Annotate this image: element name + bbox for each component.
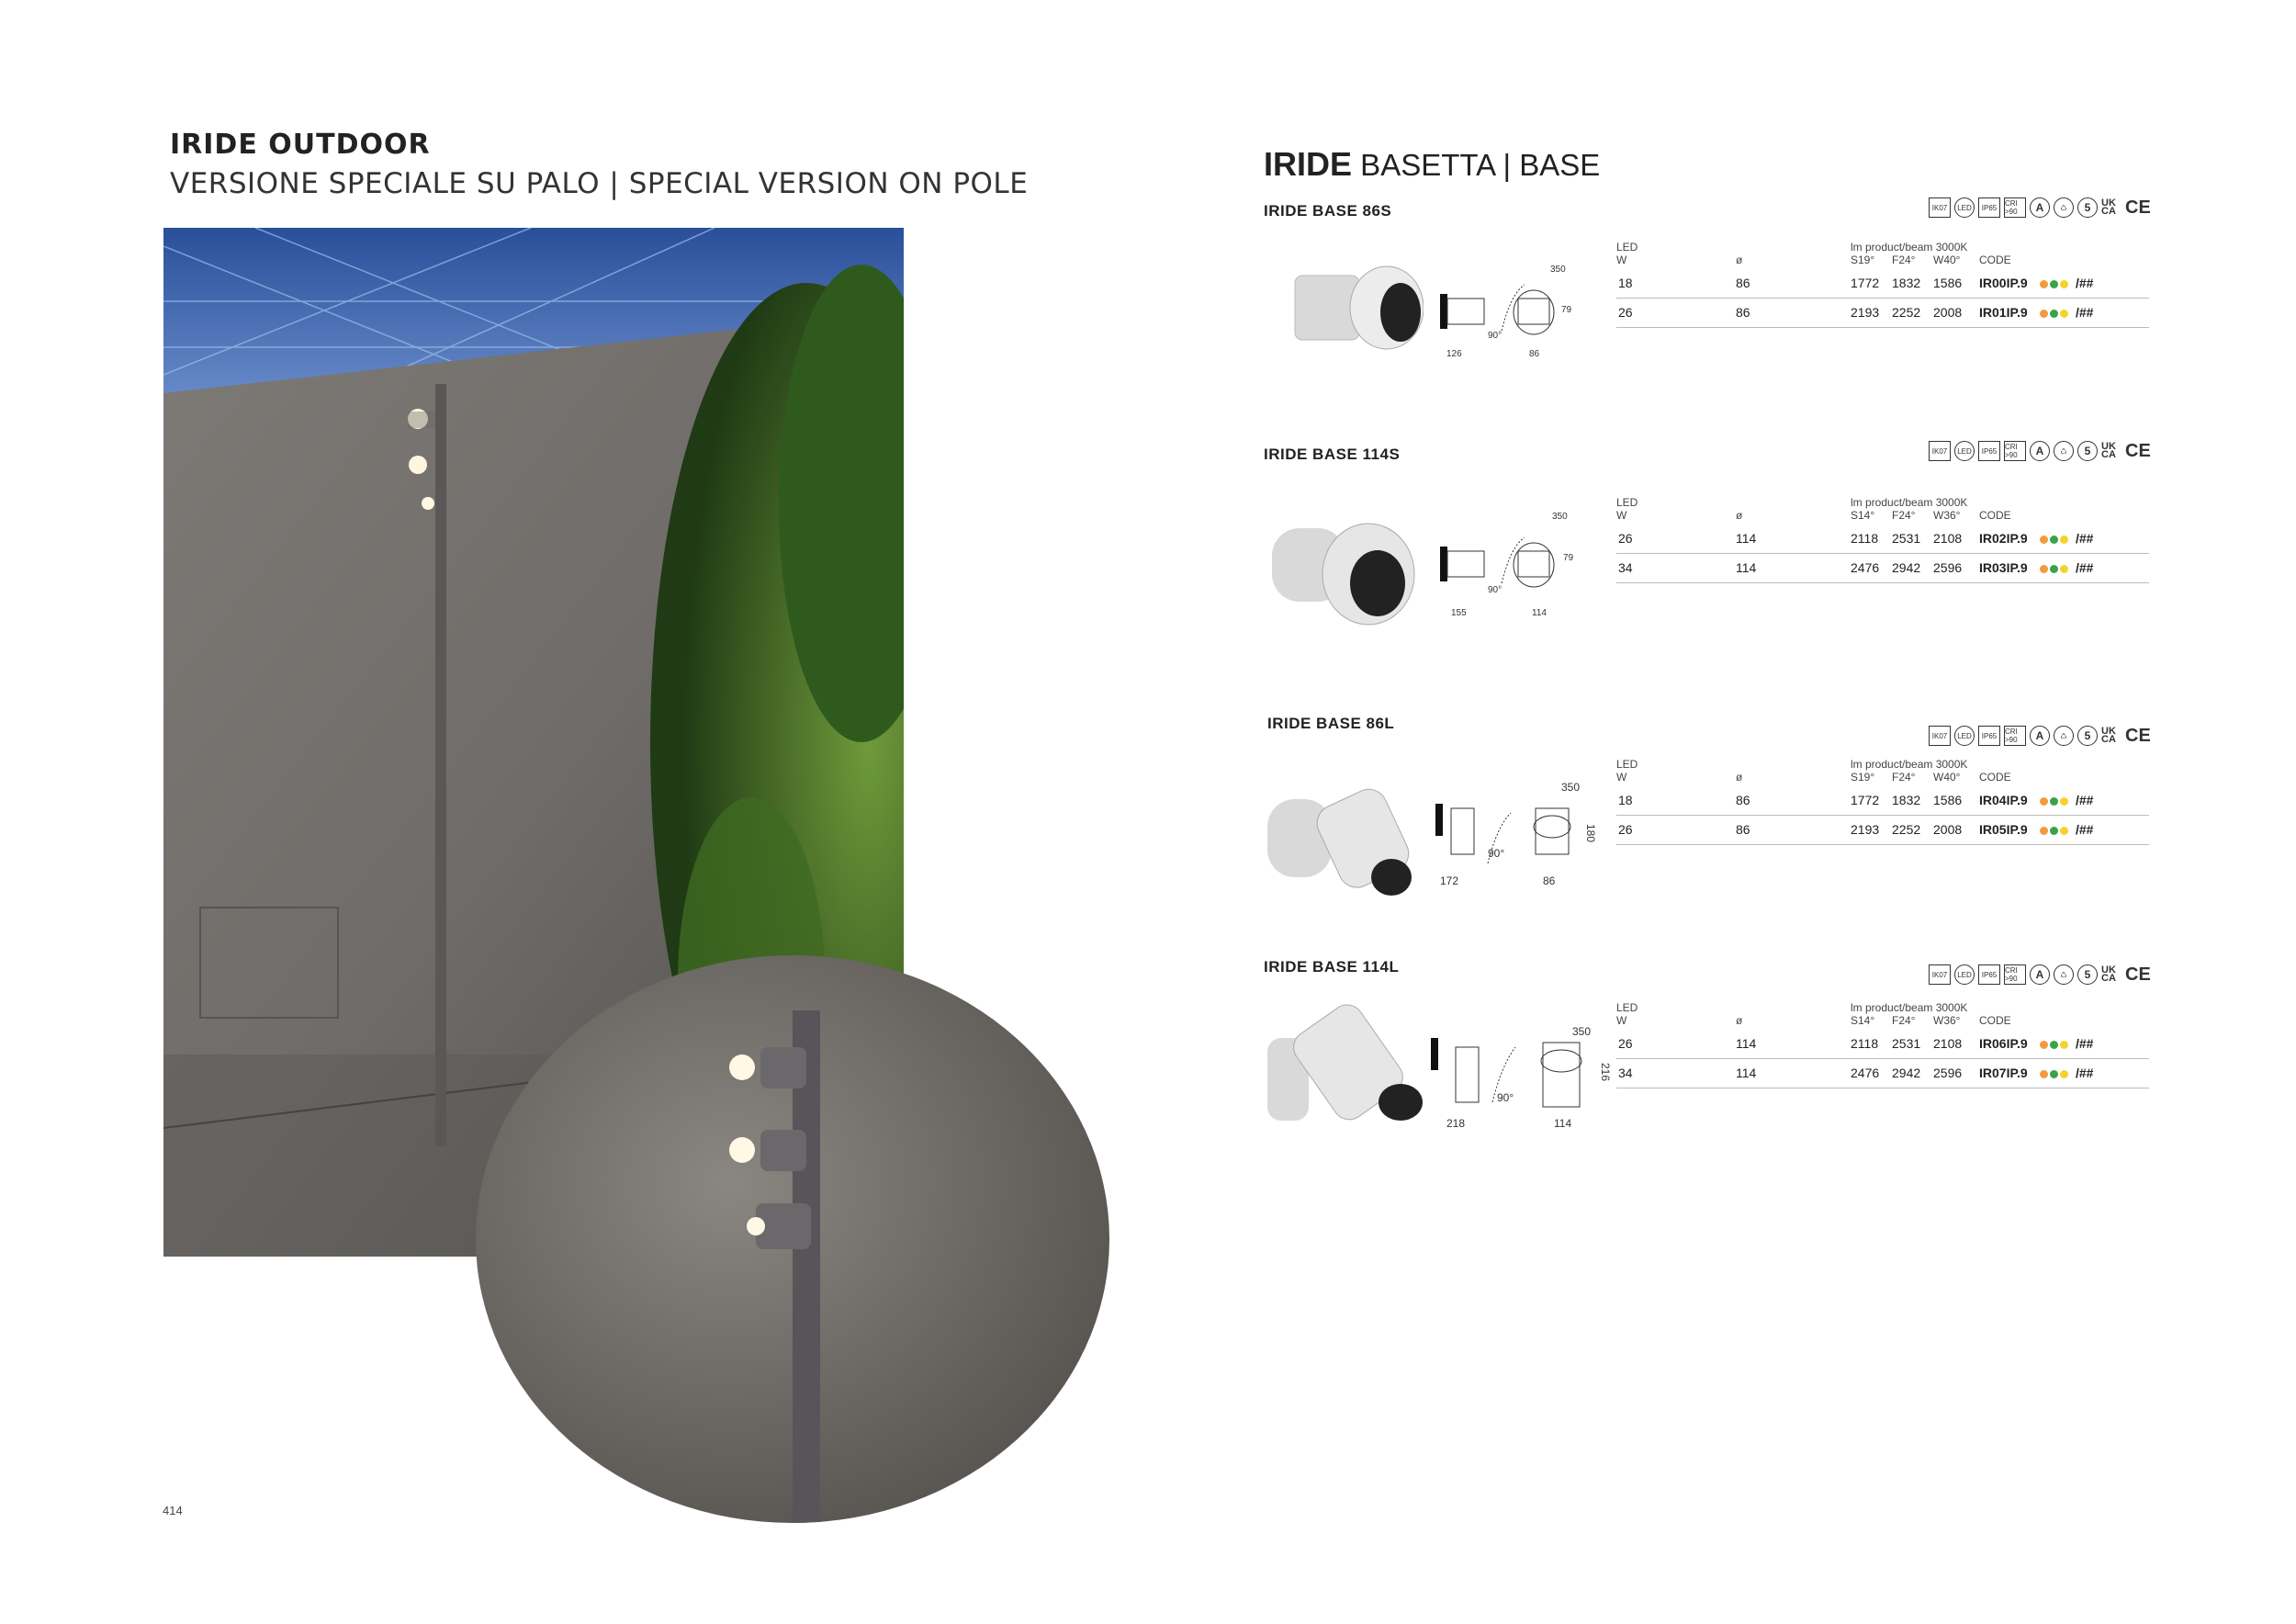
cell-w: 26 — [1618, 1036, 1633, 1051]
recycle-icon: ♺ — [2054, 726, 2074, 746]
hdr-beam: F24° — [1892, 771, 1916, 784]
cell-diam: 86 — [1736, 276, 1750, 290]
warranty-5-icon: 5 — [2077, 964, 2098, 985]
ce-icon: CE — [2125, 440, 2151, 461]
cell-diam: 114 — [1736, 531, 1757, 546]
led-icon: LED — [1954, 441, 1975, 461]
cell-diam: 114 — [1736, 1036, 1757, 1051]
dim-label: 90° — [1488, 847, 1505, 860]
product-name: IRIDE BASE 86S — [1264, 202, 1392, 220]
table-row — [1616, 787, 2149, 816]
ik07-icon: IK07 — [1929, 726, 1951, 746]
led-icon: LED — [1954, 197, 1975, 218]
dim-label: 216 — [1599, 1062, 1613, 1082]
hdr-led: LED — [1616, 241, 1638, 254]
ik07-icon: IK07 — [1929, 964, 1951, 985]
table-row — [1616, 525, 2149, 554]
hdr-beam: S19° — [1851, 771, 1875, 784]
cell-flood: 2942 — [1892, 1066, 1921, 1080]
right-title — [1264, 145, 1600, 184]
dim-label: 218 — [1446, 1117, 1466, 1130]
hdr-code: CODE — [1979, 254, 2011, 266]
left-title: IRIDE OUTDOOR — [170, 129, 431, 161]
table-row — [1616, 555, 2149, 583]
ce-icon: CE — [2125, 197, 2151, 218]
product-table — [1616, 1001, 2149, 1093]
cell-code: IR06IP.9 — [1979, 1036, 2028, 1051]
warranty-5-icon: 5 — [2077, 726, 2098, 746]
dim-label: 86 — [1543, 874, 1556, 887]
cell-code: IR04IP.9 — [1979, 793, 2028, 807]
recycle-icon: ♺ — [2054, 197, 2074, 218]
certification-icons — [1929, 197, 2151, 218]
ukca-icon: UK CA — [2101, 197, 2116, 217]
cell-wide: 1586 — [1933, 276, 1963, 290]
hdr-led: LED — [1616, 758, 1638, 771]
table-row — [1616, 270, 2149, 299]
cell-w: 26 — [1618, 305, 1633, 320]
warranty-5-icon: 5 — [2077, 441, 2098, 461]
cell-code: IR00IP.9 — [1979, 276, 2028, 290]
cri-icon: CRI >90 — [2004, 726, 2026, 746]
class-a-icon: A — [2030, 726, 2050, 746]
cell-diam: 114 — [1736, 560, 1757, 575]
cell-spot: 2118 — [1851, 1036, 1879, 1051]
cell-w: 34 — [1618, 560, 1633, 575]
pole-detail-photo — [476, 955, 1109, 1523]
cell-spot: 2476 — [1851, 560, 1880, 575]
cell-wide: 2596 — [1933, 1066, 1963, 1080]
cell-diam: 114 — [1736, 1066, 1757, 1080]
recycle-icon: ♺ — [2054, 964, 2074, 985]
cell-spot: 1772 — [1851, 276, 1880, 290]
certification-icons — [1929, 441, 2151, 461]
certification-icons — [1929, 964, 2151, 985]
product-table — [1616, 758, 2149, 850]
dim-label: 90° — [1488, 585, 1503, 595]
cell-wide: 2108 — [1933, 531, 1963, 546]
product-drawing — [1437, 519, 1593, 611]
product-image — [1263, 1001, 1428, 1130]
hdr-diam: ø — [1736, 1014, 1743, 1027]
dim-label: 155 — [1451, 608, 1467, 618]
cell-spot: 2193 — [1851, 305, 1880, 320]
hdr-lm: lm product/beam 3000K — [1851, 758, 1968, 771]
cell-code: IR02IP.9 — [1979, 531, 2028, 546]
cell-code: IR07IP.9 — [1979, 1066, 2028, 1080]
dim-label: 90° — [1497, 1091, 1514, 1104]
cri-icon: CRI >90 — [2004, 964, 2026, 985]
ik07-icon: IK07 — [1929, 441, 1951, 461]
hdr-w: W — [1616, 771, 1627, 784]
class-a-icon: A — [2030, 197, 2050, 218]
right-title-rest: BASETTA | BASE — [1352, 148, 1601, 182]
hdr-beam: W36° — [1933, 1014, 1961, 1027]
cell-wide: 1586 — [1933, 793, 1963, 807]
cell-diam: 86 — [1736, 305, 1750, 320]
hdr-w: W — [1616, 1014, 1627, 1027]
cell-flood: 1832 — [1892, 793, 1921, 807]
hdr-led: LED — [1616, 1001, 1638, 1014]
led-icon: LED — [1954, 964, 1975, 985]
cell-suffix: /## — [2076, 822, 2094, 837]
dim-label: 90° — [1488, 331, 1503, 341]
hdr-beam: W36° — [1933, 509, 1961, 522]
table-row — [1616, 1031, 2149, 1059]
ip65-icon: IP65 — [1978, 441, 2000, 461]
hdr-lm: lm product/beam 3000K — [1851, 241, 1968, 254]
cell-spot: 1772 — [1851, 793, 1880, 807]
ik07-icon: IK07 — [1929, 197, 1951, 218]
cell-w: 26 — [1618, 531, 1633, 546]
dim-label: 126 — [1446, 349, 1462, 359]
cell-w: 18 — [1618, 276, 1633, 290]
hdr-lm: lm product/beam 3000K — [1851, 1001, 1968, 1014]
ip65-icon: IP65 — [1978, 197, 2000, 218]
cell-wide: 2008 — [1933, 822, 1963, 837]
ce-icon: CE — [2125, 725, 2151, 746]
dim-label: 86 — [1529, 349, 1540, 359]
dim-label: 350 — [1550, 265, 1566, 275]
hdr-led: LED — [1616, 496, 1638, 509]
table-row — [1616, 1060, 2149, 1088]
cell-wide: 2596 — [1933, 560, 1963, 575]
hdr-beam: S14° — [1851, 509, 1875, 522]
ukca-icon: UK CA — [2101, 441, 2116, 460]
dim-label: 114 — [1532, 608, 1547, 618]
ukca-icon: UK CA — [2101, 964, 2116, 984]
cell-spot: 2118 — [1851, 531, 1879, 546]
cri-icon: CRI >90 — [2004, 441, 2026, 461]
cell-flood: 2252 — [1892, 305, 1921, 320]
table-row — [1616, 817, 2149, 845]
cell-suffix: /## — [2076, 793, 2094, 807]
hdr-code: CODE — [1979, 1014, 2011, 1027]
hdr-beam: W40° — [1933, 254, 1961, 266]
cell-suffix: /## — [2076, 305, 2094, 320]
hdr-beam: S14° — [1851, 1014, 1875, 1027]
product-image — [1263, 785, 1428, 905]
hdr-beam: S19° — [1851, 254, 1875, 266]
hdr-lm: lm product/beam 3000K — [1851, 496, 1968, 509]
cell-w: 18 — [1618, 793, 1633, 807]
class-a-icon: A — [2030, 964, 2050, 985]
ip65-icon: IP65 — [1978, 964, 2000, 985]
dim-label: 350 — [1552, 512, 1568, 522]
hdr-w: W — [1616, 509, 1627, 522]
class-a-icon: A — [2030, 441, 2050, 461]
product-drawing — [1428, 1029, 1593, 1130]
hdr-diam: ø — [1736, 771, 1743, 784]
table-row — [1616, 299, 2149, 328]
cell-suffix: /## — [2076, 1066, 2094, 1080]
ip65-icon: IP65 — [1978, 726, 2000, 746]
cell-flood: 2252 — [1892, 822, 1921, 837]
product-table — [1616, 496, 2149, 588]
hdr-w: W — [1616, 254, 1627, 266]
certification-icons — [1929, 726, 2151, 746]
cell-suffix: /## — [2076, 276, 2094, 290]
right-title-bold: IRIDE — [1264, 145, 1353, 183]
hdr-beam: F24° — [1892, 509, 1916, 522]
dim-label: 180 — [1584, 823, 1598, 843]
hdr-diam: ø — [1736, 254, 1743, 266]
cell-diam: 86 — [1736, 822, 1750, 837]
cell-code: IR03IP.9 — [1979, 560, 2028, 575]
cell-w: 34 — [1618, 1066, 1633, 1080]
led-icon: LED — [1954, 726, 1975, 746]
cri-icon: CRI >90 — [2004, 197, 2026, 218]
cell-wide: 2008 — [1933, 305, 1963, 320]
cell-code: IR01IP.9 — [1979, 305, 2028, 320]
dim-label: 350 — [1561, 781, 1581, 794]
cell-diam: 86 — [1736, 793, 1750, 807]
dim-label: 79 — [1561, 305, 1572, 315]
hdr-beam: W40° — [1933, 771, 1961, 784]
hdr-beam: F24° — [1892, 254, 1916, 266]
product-image — [1267, 510, 1424, 629]
hdr-diam: ø — [1736, 509, 1743, 522]
left-page-number: 414 — [163, 1504, 183, 1517]
recycle-icon: ♺ — [2054, 441, 2074, 461]
cell-code: IR05IP.9 — [1979, 822, 2028, 837]
dim-label: 350 — [1572, 1025, 1592, 1038]
dim-label: 114 — [1554, 1117, 1572, 1130]
cell-flood: 2942 — [1892, 560, 1921, 575]
cell-spot: 2193 — [1851, 822, 1880, 837]
cell-suffix: /## — [2076, 1036, 2094, 1051]
hdr-beam: F24° — [1892, 1014, 1916, 1027]
cell-suffix: /## — [2076, 531, 2094, 546]
hdr-code: CODE — [1979, 771, 2011, 784]
cell-wide: 2108 — [1933, 1036, 1963, 1051]
cell-flood: 2531 — [1892, 531, 1921, 546]
product-name: IRIDE BASE 114L — [1264, 958, 1400, 976]
ce-icon: CE — [2125, 964, 2151, 985]
dim-label: 79 — [1563, 553, 1574, 563]
warranty-5-icon: 5 — [2077, 197, 2098, 218]
cell-w: 26 — [1618, 822, 1633, 837]
product-name: IRIDE BASE 114S — [1264, 445, 1401, 463]
hdr-code: CODE — [1979, 509, 2011, 522]
dim-label: 172 — [1440, 874, 1459, 887]
product-table — [1616, 241, 2149, 333]
cell-flood: 2531 — [1892, 1036, 1921, 1051]
cell-suffix: /## — [2076, 560, 2094, 575]
ukca-icon: UK CA — [2101, 726, 2116, 745]
left-subtitle: VERSIONE SPECIALE SU PALO | SPECIAL VERSION ON POLE — [170, 167, 1029, 200]
cell-flood: 1832 — [1892, 276, 1921, 290]
product-image — [1277, 257, 1424, 358]
cell-spot: 2476 — [1851, 1066, 1880, 1080]
product-name: IRIDE BASE 86L — [1267, 715, 1395, 732]
